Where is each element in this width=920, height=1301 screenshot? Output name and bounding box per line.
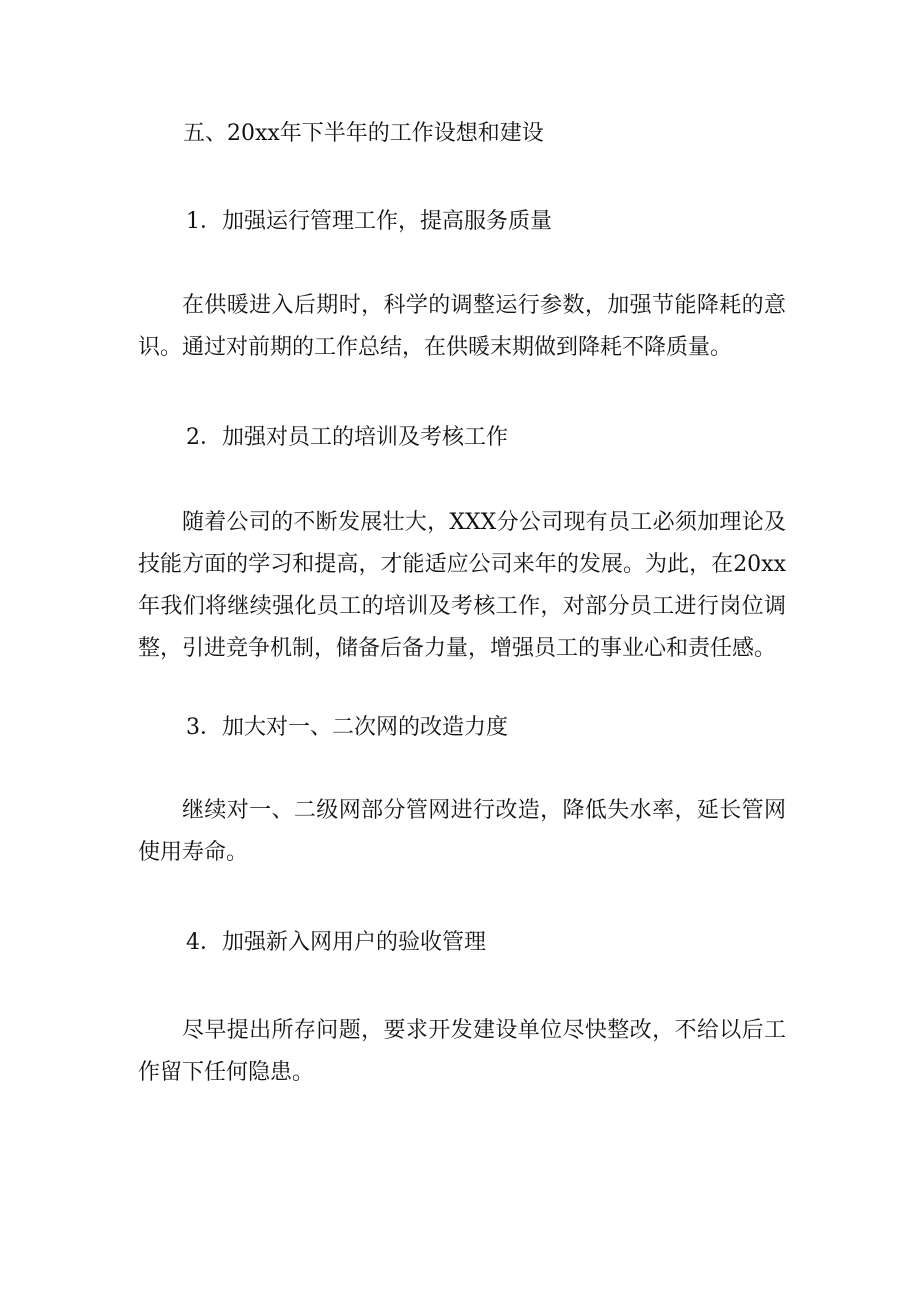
item-1-heading: 1．加强运行管理工作，提高服务质量 xyxy=(186,209,552,234)
item-1-body: 在供暖进入后期时，科学的调整运行参数，加强节能降耗的意识。通过对前期的工作总结，在供暖末期做到降耗不降质量。 xyxy=(138,293,786,360)
section-heading: 五、20xx年下半年的工作设想和建设 xyxy=(183,121,544,146)
item-4-body: 尽早提出所存问题，要求开发建设单位尽快整改，不给以后工作留下任何隐患。 xyxy=(138,1018,786,1085)
item-4-heading: 4．加强新入网用户的验收管理 xyxy=(186,930,486,955)
item-3-body: 继续对一、二级网部分管网进行改造，降低失水率，延长管网使用寿命。 xyxy=(138,798,786,865)
item-2-heading: 2．加强对员工的培训及考核工作 xyxy=(186,425,508,450)
item-2-body: 随着公司的不断发展壮大，XXX分公司现有员工必须加理论及技能方面的学习和提高，才能适应公司来年的发展。为此，在20xx年我们将继续强化员工的培训及考核工作，对部分员工进行岗位调整，引进竞争机制，储备后备力量，增强员工的事业心和责任感。 xyxy=(138,510,786,661)
item-3-heading: 3．加大对一、二次网的改造力度 xyxy=(186,715,508,740)
